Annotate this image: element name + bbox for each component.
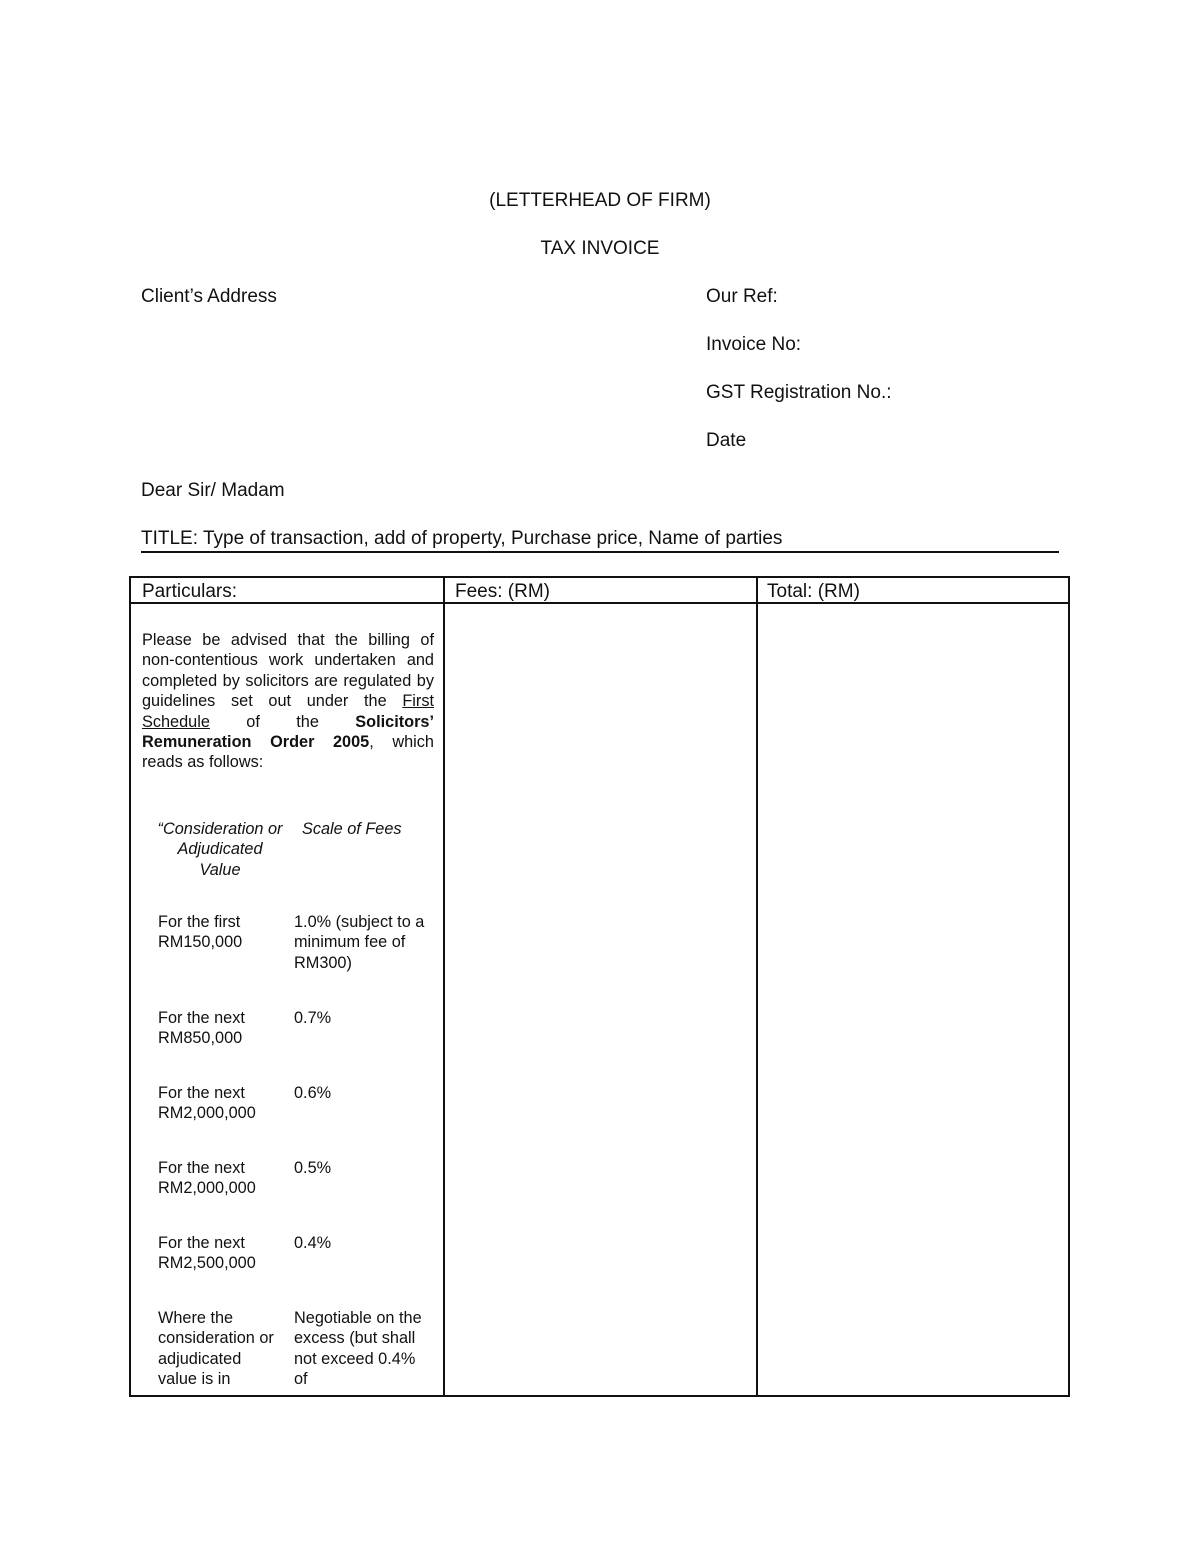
title-line: TITLE: Type of transaction, add of property, Purchase price, Name of parties: [141, 528, 783, 549]
client-address-label: Client’s Address: [141, 286, 277, 307]
remuneration-order-name: Solicitors’ Remuneration Order 2005: [142, 712, 434, 752]
fee-table: [129, 576, 1070, 1397]
scale-header-consideration: “Consideration or Adjudicated Value: [157, 820, 283, 879]
column-header-particulars: Particulars:: [142, 581, 238, 602]
scale-rate: 0.5%: [294, 1159, 332, 1177]
salutation: Dear Sir/ Madam: [141, 480, 285, 501]
header-divider: [131, 602, 1068, 604]
notice-text: , which reads as follows:: [142, 733, 434, 772]
column-divider: [443, 578, 445, 1395]
our-ref-label: Our Ref:: [706, 286, 778, 307]
first-schedule-reference: First Schedule: [142, 692, 434, 731]
notice-text: Please be advised that the billing of non-contentious work undertaken and completed by solicitors are regulated by guidelines set out under the: [142, 631, 434, 711]
column-header-fees: Fees: (RM): [455, 581, 550, 602]
notice-text: of the: [209, 712, 356, 731]
scale-band: For the next RM2,500,000: [158, 1234, 256, 1273]
scale-rate: 0.4%: [294, 1234, 332, 1252]
invoice-no-label: Invoice No:: [706, 334, 802, 355]
scale-band: For the first RM150,000: [158, 913, 243, 952]
scale-rate: Negotiable on the excess (but shall not exceed 0.4% of: [294, 1309, 422, 1389]
scale-band: For the next RM2,000,000: [158, 1159, 256, 1198]
scale-band: Where the consideration or adjudicated value is in: [158, 1309, 274, 1389]
column-header-total: Total: (RM): [767, 581, 860, 602]
scale-rate: 0.7%: [294, 1009, 332, 1027]
document-title: TAX INVOICE: [540, 238, 660, 259]
scale-band: For the next RM850,000: [158, 1009, 245, 1048]
date-label: Date: [706, 430, 747, 451]
scale-band: For the next RM2,000,000: [158, 1084, 256, 1123]
title-underline: [141, 551, 1059, 553]
scale-rate: 0.6%: [294, 1084, 332, 1102]
scale-header-fees: Scale of Fees: [302, 820, 402, 838]
billing-notice: [142, 630, 434, 773]
gst-registration-label: GST Registration No.:: [706, 382, 892, 403]
scale-rate: 1.0% (subject to a minimum fee of RM300): [294, 913, 425, 972]
column-divider: [756, 578, 758, 1395]
letterhead-placeholder: (LETTERHEAD OF FIRM): [489, 190, 711, 211]
